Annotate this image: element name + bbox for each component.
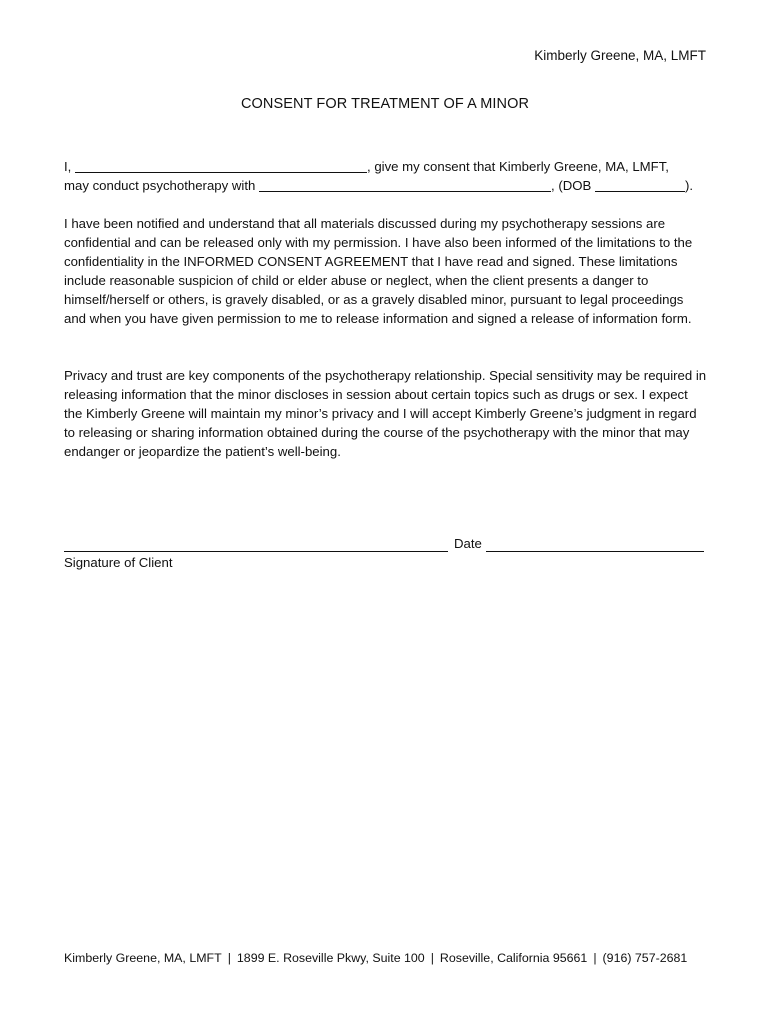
signature-line[interactable] — [64, 551, 448, 552]
parent-name-blank[interactable] — [75, 159, 367, 173]
minor-name-blank[interactable] — [259, 178, 551, 192]
consent-row-2 — [64, 176, 709, 195]
header-practitioner-name: Kimberly Greene, MA, LMFT — [534, 48, 706, 63]
privacy-paragraph: Privacy and trust are key components of the psychotherapy relationship. Special sensitivity may be required in releasing information that the minor discloses in session about certain topics such as drugs or sex. I expect the Kimberly Greene will maintain my minor’s privacy and I will accept Kimberly Greene’s judgment in regard to releasing or sharing information obtained during the course of the psychotherapy with the minor that may endanger or jeopardize the patient’s well-being. — [64, 368, 707, 459]
date-label: Date — [454, 536, 482, 551]
footer-separator: | — [227, 951, 231, 965]
footer-separator: | — [593, 951, 597, 965]
date-line[interactable] — [486, 551, 704, 552]
document-title: CONSENT FOR TREATMENT OF A MINOR — [240, 96, 530, 112]
consent-text-give: , give my consent that Kimberly Greene, MA, LMFT, — [367, 159, 669, 174]
footer — [64, 951, 687, 965]
confidentiality-paragraph: I have been notified and understand that all materials discussed during my psychotherapy sessions are confidential and can be released only with my permission. I have also been informed of the limitations to the confidentiality in the INFORMED CONSENT AGREEMENT that I have read and signed. These limitations include reasonable suspicion of child or elder abuse or neglect, when the client presents a danger to himself/herself or others, is gravely disabled, or as a gravely disabled minor, pursuant to legal proceedings and when you have given permission to me to release information and signed a release of information form. — [64, 216, 693, 326]
consent-text-close: ). — [684, 178, 694, 193]
footer-phone: (916) 757-2681 — [602, 951, 688, 965]
footer-city: Roseville, California 95661 — [439, 951, 588, 965]
consent-text-conduct: may conduct psychotherapy with — [64, 178, 256, 193]
consent-text-i: I, — [64, 159, 72, 174]
footer-separator: | — [430, 951, 434, 965]
signature-label: Signature of Client — [64, 555, 173, 570]
footer-address: 1899 E. Roseville Pkwy, Suite 100 — [236, 951, 425, 965]
footer-name: Kimberly Greene, MA, LMFT — [64, 951, 222, 965]
consent-text-dob: , (DOB — [551, 178, 592, 193]
consent-statement — [64, 157, 709, 195]
consent-row-1 — [64, 157, 709, 176]
dob-blank[interactable] — [595, 178, 685, 192]
